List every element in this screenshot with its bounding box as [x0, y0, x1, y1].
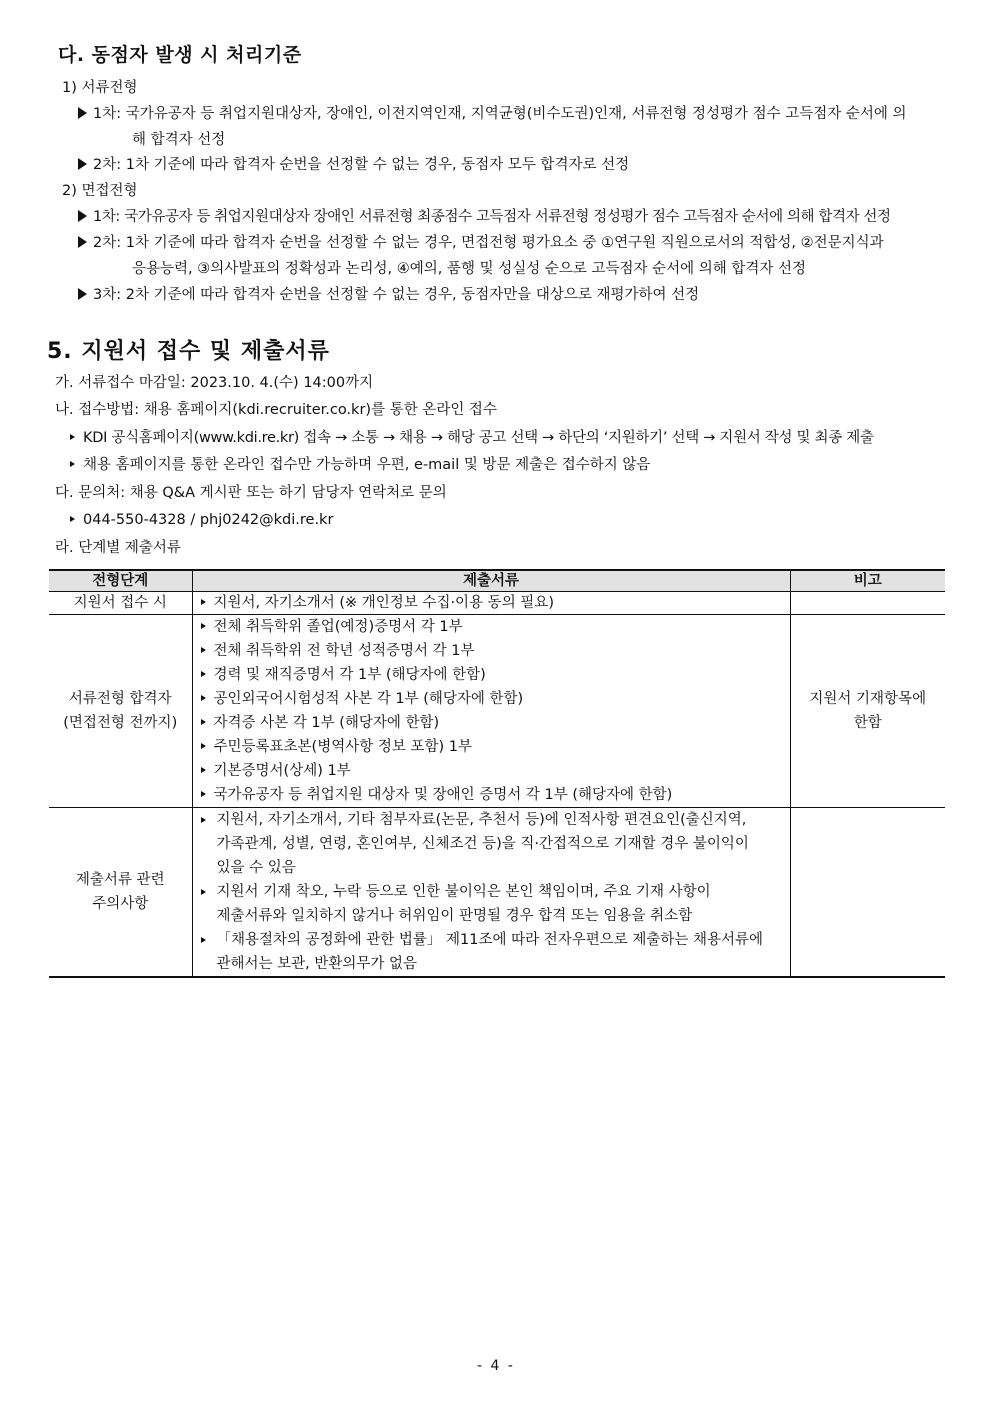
note-cell	[790, 808, 945, 978]
triangle-bullet-icon	[78, 107, 87, 119]
method-line: 나. 접수방법: 채용 홈페이지(kdi.recruiter.co.kr)를 통한 온라인 접수	[55, 402, 497, 418]
section5-heading: 5. 지원서 접수 및 제출서류	[47, 339, 330, 364]
small-triangle-bullet-icon	[201, 889, 206, 895]
triangle-bullet-icon	[78, 236, 87, 248]
list-item: 자격증 사본 각 1부 (해당자에 한함)	[201, 711, 790, 735]
list-item: 전체 취득학위 전 학년 성적증명서 각 1부	[201, 639, 790, 663]
header-stage: 전형단계	[49, 570, 192, 592]
documents-cell	[192, 808, 790, 978]
header-note: 비고	[790, 570, 945, 592]
note-cell: 지원서 기재항목에 한함	[790, 615, 945, 808]
interview-tiebreak-item-2: 2차: 1차 기준에 따라 합격자 순번을 선정할 수 없는 경우, 면접전형 평가요소 중 ①연구원 직원으로서의 적합성, ②전문지식과	[78, 230, 884, 256]
table-header-row	[49, 570, 945, 592]
note-cell	[790, 592, 945, 615]
interview-tiebreak-item-1: 1차: 국가유공자 등 취업지원대상자 장애인 서류전형 최종점수 고득점자 서류전형 정성평가 점수 고득점자 순서에 의해 합격자 선정	[78, 204, 891, 230]
list-item: 국가유공자 등 취업지원 대상자 및 장애인 증명서 각 1부 (해당자에 한함)	[201, 783, 790, 807]
method-item-1: KDI 공식홈페이지(www.kdi.re.kr) 접속 → 소통 → 채용 → 해당 공고 선택 → 하단의 ‘지원하기’ 선택 → 지원서 작성 및 최종 제출	[70, 425, 874, 451]
document-screening-label: 1) 서류전형	[62, 80, 138, 96]
triangle-bullet-icon	[78, 210, 87, 222]
header-documents: 제출서류	[192, 570, 790, 592]
small-triangle-bullet-icon	[70, 434, 75, 440]
small-triangle-bullet-icon	[201, 817, 206, 823]
interview-label: 2) 면접전형	[62, 183, 138, 199]
small-triangle-bullet-icon	[70, 516, 75, 522]
deadline-line: 가. 서류접수 마감일: 2023.10. 4.(수) 14:00까지	[55, 375, 374, 391]
list-item: 「채용절차의 공정화에 관한 법률」 제11조에 따라 전자우편으로 제출하는 채용서류에 관해서는 보관, 반환의무가 없음	[199, 928, 790, 976]
triangle-bullet-icon	[78, 158, 87, 170]
interview-tiebreak-item-3: 3차: 2차 기준에 따라 합격자 순번을 선정할 수 없는 경우, 동점자만을 대상으로 재평가하여 선정	[78, 282, 699, 308]
interview-tiebreak-item-2-cont: 응용능력, ③의사발표의 정확성과 논리성, ④예의, 품행 및 성실성 순으로 고득점자 순서에 의해 합격자 선정	[132, 261, 807, 277]
doc-tiebreak-item-1-cont: 해 합격자 선정	[132, 132, 226, 148]
method-item-2: 채용 홈페이지를 통한 온라인 접수만 가능하며 우편, e-mail 및 방문 제출은 접수하지 않음	[70, 452, 650, 478]
small-triangle-bullet-icon	[201, 695, 206, 701]
small-triangle-bullet-icon	[201, 767, 206, 773]
list-item: 지원서, 자기소개서 (※ 개인정보 수집·이용 동의 필요)	[201, 592, 790, 614]
stage-cell: 서류전형 합격자 (면접전형 전까지)	[49, 615, 192, 808]
triangle-bullet-icon	[78, 288, 87, 300]
tiebreak-heading: 다. 동점자 발생 시 처리기준	[58, 44, 302, 66]
table-row	[49, 808, 945, 978]
stage-cell: 제출서류 관련 주의사항	[49, 808, 192, 978]
small-triangle-bullet-icon	[201, 647, 206, 653]
small-triangle-bullet-icon	[201, 743, 206, 749]
list-item: 지원서 기재 착오, 누락 등으로 인한 불이익은 본인 책임이며, 주요 기재 사항이 제출서류와 일치하지 않거나 허위임이 판명될 경우 합격 또는 임용을 취소함	[199, 880, 790, 928]
stage-cell: 지원서 접수 시	[49, 592, 192, 615]
table-row	[49, 592, 945, 615]
documents-cell	[192, 592, 790, 615]
small-triangle-bullet-icon	[201, 623, 206, 629]
small-triangle-bullet-icon	[201, 791, 206, 797]
small-triangle-bullet-icon	[201, 719, 206, 725]
small-triangle-bullet-icon	[201, 671, 206, 677]
page-number: - 4 -	[477, 1358, 515, 1374]
doc-tiebreak-item-2: 2차: 1차 기준에 따라 합격자 순번을 선정할 수 없는 경우, 동점자 모두 합격자로 선정	[78, 152, 629, 178]
contact-line: 다. 문의처: 채용 Q&A 게시판 또는 하기 담당자 연락처로 문의	[55, 485, 447, 501]
documents-cell	[192, 615, 790, 808]
small-triangle-bullet-icon	[201, 599, 206, 605]
list-item: 전체 취득학위 졸업(예정)증명서 각 1부	[201, 615, 790, 639]
list-item: 지원서, 자기소개서, 기타 첨부자료(논문, 추천서 등)에 인적사항 편견요인(출신지역, 가족관계, 성별, 연령, 혼인여부, 신체조건 등)을 직·간접적으로 기재할 경우 불이익이 있을 수 있음	[199, 808, 790, 880]
list-item: 경력 및 재직증명서 각 1부 (해당자에 한함)	[201, 663, 790, 687]
docs-label: 라. 단계별 제출서류	[55, 540, 181, 556]
small-triangle-bullet-icon	[201, 937, 206, 943]
submission-docs-table	[49, 569, 945, 978]
contact-item-1: 044-550-4328 / phj0242@kdi.re.kr	[70, 507, 333, 533]
small-triangle-bullet-icon	[70, 461, 75, 467]
table-row	[49, 615, 945, 808]
doc-tiebreak-item-1: 1차: 국가유공자 등 취업지원대상자, 장애인, 이전지역인재, 지역균형(비수도권)인재, 서류전형 정성평가 점수 고득점자 순서에 의	[78, 101, 907, 127]
list-item: 주민등록표초본(병역사항 정보 포함) 1부	[201, 735, 790, 759]
list-item: 공인외국어시험성적 사본 각 1부 (해당자에 한함)	[201, 687, 790, 711]
list-item: 기본증명서(상세) 1부	[201, 759, 790, 783]
